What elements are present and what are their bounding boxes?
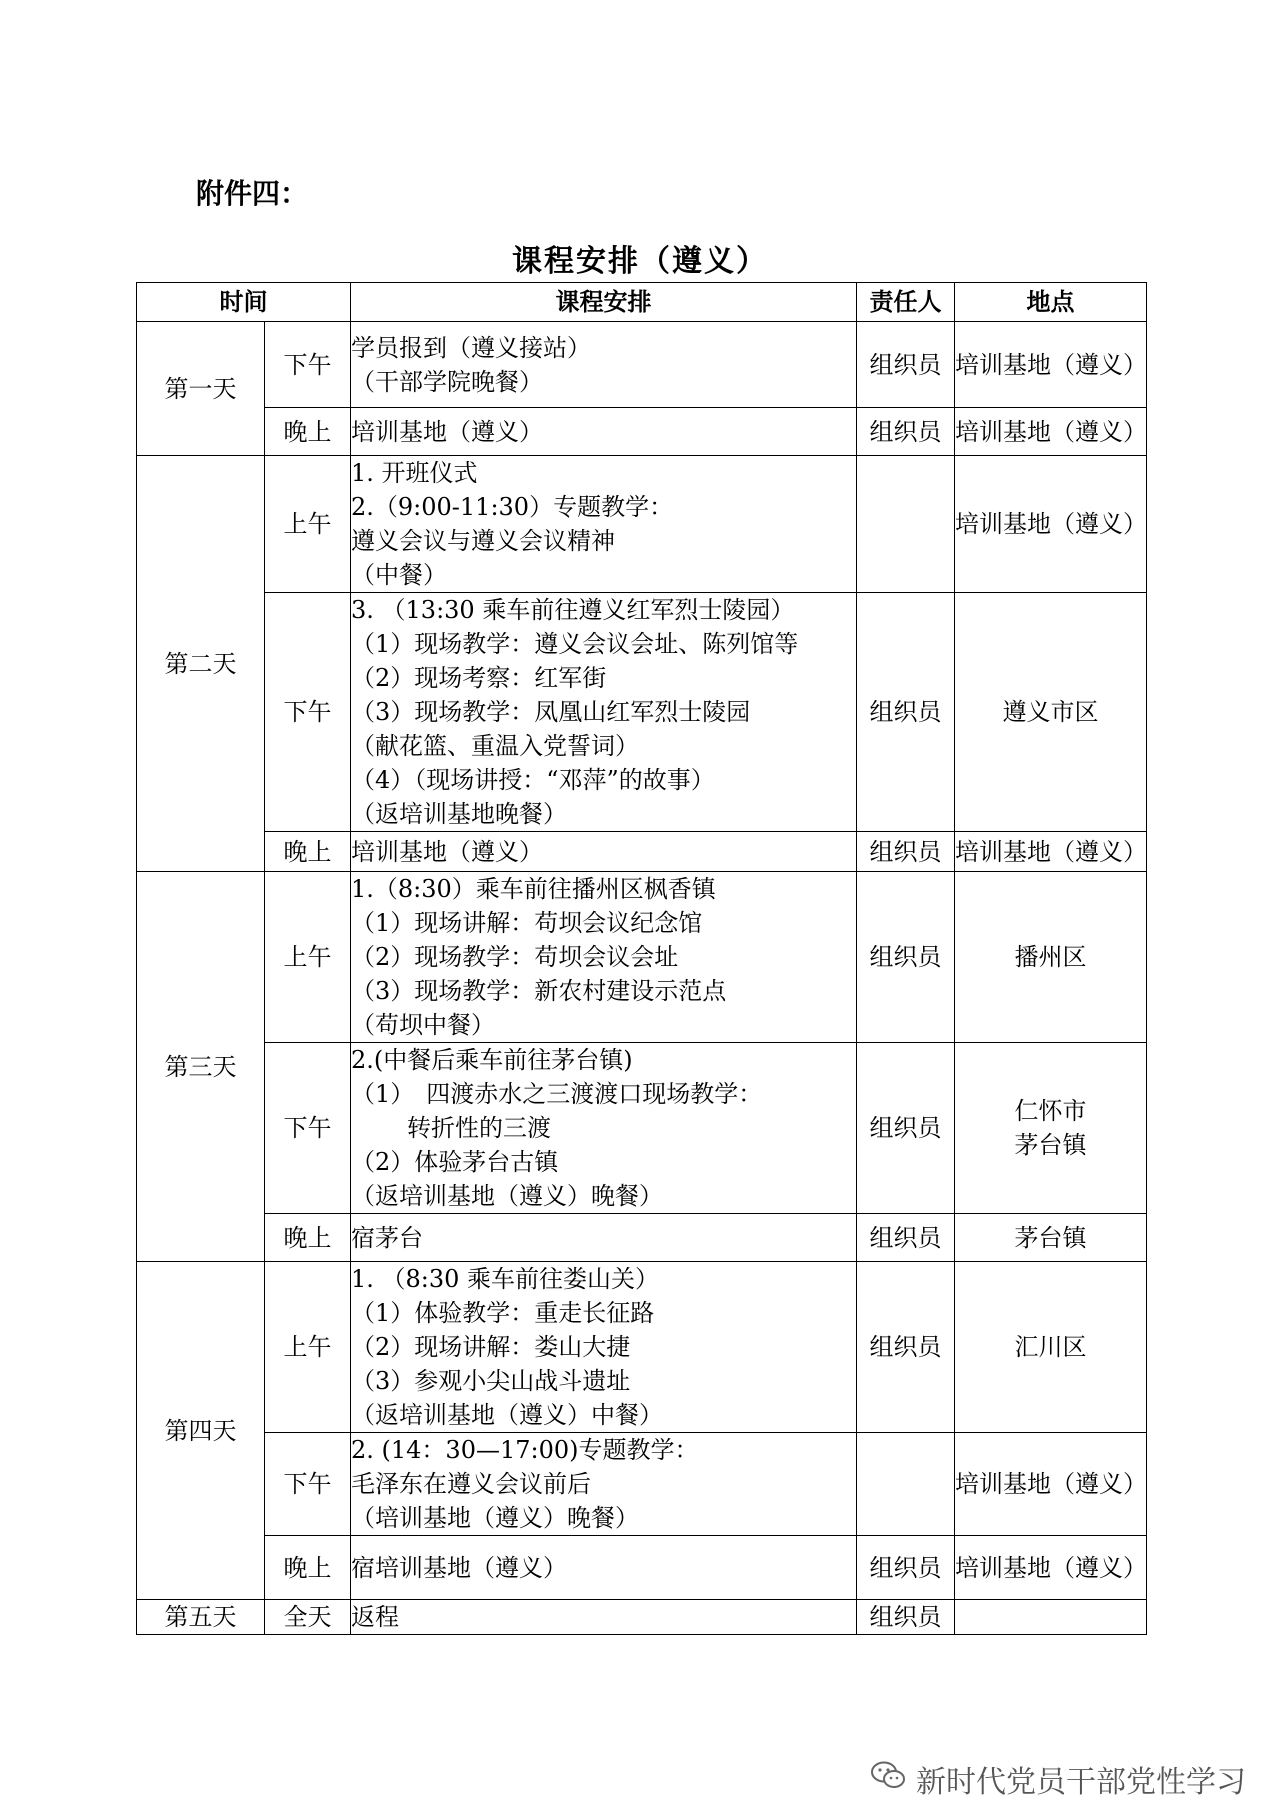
course-line: （献花篮、重温入党誓词） xyxy=(351,732,639,760)
table-row xyxy=(137,1600,1147,1635)
place-cell xyxy=(955,456,1147,593)
person-cell: 组织员 xyxy=(857,872,955,1043)
place-line: 培训基地（遵义） xyxy=(955,1553,1147,1582)
place-cell xyxy=(955,872,1147,1043)
schedule-table xyxy=(136,282,1147,1635)
person-cell: 组织员 xyxy=(857,832,955,872)
person-cell: 组织员 xyxy=(857,322,955,408)
footer-watermark xyxy=(870,1757,1246,1801)
person-cell xyxy=(857,456,955,593)
table-row xyxy=(137,408,1147,456)
person-cell: 组织员 xyxy=(857,593,955,832)
period-cell: 晚上 xyxy=(265,832,351,872)
course-line: 1.（8:30）乘车前往播州区枫香镇 xyxy=(351,875,716,903)
table-row xyxy=(137,593,1147,832)
place-cell xyxy=(955,322,1147,408)
period-cell: 下午 xyxy=(265,1433,351,1536)
course-cell xyxy=(351,456,857,593)
period-cell: 上午 xyxy=(265,1262,351,1433)
place-line: 汇川区 xyxy=(1014,1333,1087,1361)
place-line: 培训基地（遵义） xyxy=(955,350,1147,379)
place-line: 茅台镇 xyxy=(1014,1131,1087,1159)
table-row xyxy=(137,322,1147,408)
course-line: （苟坝中餐） xyxy=(351,1011,495,1039)
header-time: 时间 xyxy=(137,283,351,322)
day-cell: 第三天 xyxy=(137,872,265,1262)
course-line: （4）（现场讲授：“邓萍”的故事） xyxy=(351,766,715,794)
course-line: （2）现场讲解：娄山大捷 xyxy=(351,1333,631,1361)
course-cell xyxy=(351,408,857,456)
place-line: 仁怀市 xyxy=(1014,1097,1087,1125)
course-line: （3）现场教学：凤凰山红军烈士陵园 xyxy=(351,698,751,726)
person-cell: 组织员 xyxy=(857,1536,955,1600)
course-line: 毛泽东在遵义会议前后 xyxy=(351,1470,591,1498)
period-cell: 全天 xyxy=(265,1600,351,1635)
place-cell xyxy=(955,1214,1147,1262)
course-line: （返培训基地晚餐） xyxy=(351,800,567,828)
course-cell xyxy=(351,832,857,872)
course-line: （中餐） xyxy=(351,561,447,589)
place-line: 播州区 xyxy=(1014,943,1087,971)
attachment-label: 附件四： xyxy=(196,177,309,210)
place-line: 遵义市区 xyxy=(1002,698,1099,726)
course-cell xyxy=(351,872,857,1043)
day-cell: 第四天 xyxy=(137,1262,265,1600)
course-line: 2. (14：30—17:00)专题教学： xyxy=(351,1436,699,1464)
place-cell xyxy=(955,593,1147,832)
course-line: （1）现场教学：遵义会议会址、陈列馆等 xyxy=(351,630,799,658)
course-line: 3. （13:30 乘车前往遵义红军烈士陵园） xyxy=(351,596,795,624)
person-cell: 组织员 xyxy=(857,408,955,456)
table-row xyxy=(137,1536,1147,1600)
table-row xyxy=(137,832,1147,872)
place-line: 茅台镇 xyxy=(1014,1223,1087,1252)
table-header-row xyxy=(137,283,1147,322)
table-row xyxy=(137,456,1147,593)
course-line: 遵义会议与遵义会议精神 xyxy=(351,527,615,555)
course-line: 培训基地（遵义） xyxy=(351,837,543,866)
place-cell xyxy=(955,1600,1147,1635)
person-cell: 组织员 xyxy=(857,1262,955,1433)
person-cell: 组织员 xyxy=(857,1600,955,1635)
period-cell: 晚上 xyxy=(265,408,351,456)
period-cell: 晚上 xyxy=(265,1536,351,1600)
table-row xyxy=(137,1262,1147,1433)
wechat-icon xyxy=(870,1760,906,1798)
course-line: （返培训基地（遵义）晚餐） xyxy=(351,1182,663,1210)
place-line: 培训基地（遵义） xyxy=(955,837,1147,866)
course-cell xyxy=(351,1536,857,1600)
place-line: 培训基地（遵义） xyxy=(955,417,1147,446)
schedule-body xyxy=(137,322,1147,1635)
header-course: 课程安排 xyxy=(351,283,857,322)
course-line: 培训基地（遵义） xyxy=(351,417,543,446)
period-cell: 上午 xyxy=(265,872,351,1043)
period-cell: 下午 xyxy=(265,593,351,832)
period-cell: 下午 xyxy=(265,322,351,408)
place-cell xyxy=(955,1262,1147,1433)
person-cell xyxy=(857,1433,955,1536)
place-line: 培训基地（遵义） xyxy=(955,1470,1147,1498)
course-line: 宿茅台 xyxy=(351,1223,423,1252)
course-line: （2）体验茅台古镇 xyxy=(351,1148,559,1176)
table-row xyxy=(137,1214,1147,1262)
course-line: 宿培训基地（遵义） xyxy=(351,1553,567,1582)
table-row xyxy=(137,1043,1147,1214)
day-cell: 第二天 xyxy=(137,456,265,872)
course-line: （1） 四渡赤水之三渡渡口现场教学： xyxy=(351,1080,763,1108)
course-line: 1. （8:30 乘车前往娄山关） xyxy=(351,1265,660,1293)
course-line: 返程 xyxy=(351,1603,399,1631)
period-cell: 上午 xyxy=(265,456,351,593)
period-cell: 下午 xyxy=(265,1043,351,1214)
place-cell xyxy=(955,832,1147,872)
course-line: （干部学院晚餐） xyxy=(351,367,543,396)
course-cell xyxy=(351,1600,857,1635)
day-cell: 第一天 xyxy=(137,322,265,456)
person-cell: 组织员 xyxy=(857,1043,955,1214)
course-line: 学员报到（遵义接站） xyxy=(351,333,591,362)
course-cell xyxy=(351,593,857,832)
table-row xyxy=(137,1433,1147,1536)
header-person: 责任人 xyxy=(857,283,955,322)
course-line: （1）现场讲解：苟坝会议纪念馆 xyxy=(351,909,703,937)
course-line: 2.(中餐后乘车前往茅台镇) xyxy=(351,1046,633,1074)
course-cell xyxy=(351,322,857,408)
course-line: （2）现场教学：苟坝会议会址 xyxy=(351,943,679,971)
place-cell xyxy=(955,408,1147,456)
course-cell xyxy=(351,1433,857,1536)
course-cell xyxy=(351,1214,857,1262)
course-line: 转折性的三渡 xyxy=(407,1114,551,1142)
person-cell: 组织员 xyxy=(857,1214,955,1262)
course-line: （返培训基地（遵义）中餐） xyxy=(351,1401,663,1429)
place-line: 培训基地（遵义） xyxy=(955,510,1147,538)
period-cell: 晚上 xyxy=(265,1214,351,1262)
header-place: 地点 xyxy=(955,283,1147,322)
place-cell xyxy=(955,1043,1147,1214)
page-title: 课程安排（遵义） xyxy=(512,244,768,279)
course-line: （2）现场考察：红军街 xyxy=(351,664,607,692)
course-line: （培训基地（遵义）晚餐） xyxy=(351,1504,639,1532)
place-cell xyxy=(955,1536,1147,1600)
day-cell: 第五天 xyxy=(137,1600,265,1635)
place-cell xyxy=(955,1433,1147,1536)
course-line: （3）现场教学：新农村建设示范点 xyxy=(351,977,727,1005)
course-line: 1. 开班仪式 xyxy=(351,459,478,487)
footer-text: 新时代党员干部党性学习 xyxy=(916,1765,1246,1800)
course-line: 2.（9:00-11:30）专题教学： xyxy=(351,493,674,521)
course-cell xyxy=(351,1043,857,1214)
table-row xyxy=(137,872,1147,1043)
course-line: （3）参观小尖山战斗遗址 xyxy=(351,1367,631,1395)
course-cell xyxy=(351,1262,857,1433)
course-line: （1）体验教学：重走长征路 xyxy=(351,1299,655,1327)
